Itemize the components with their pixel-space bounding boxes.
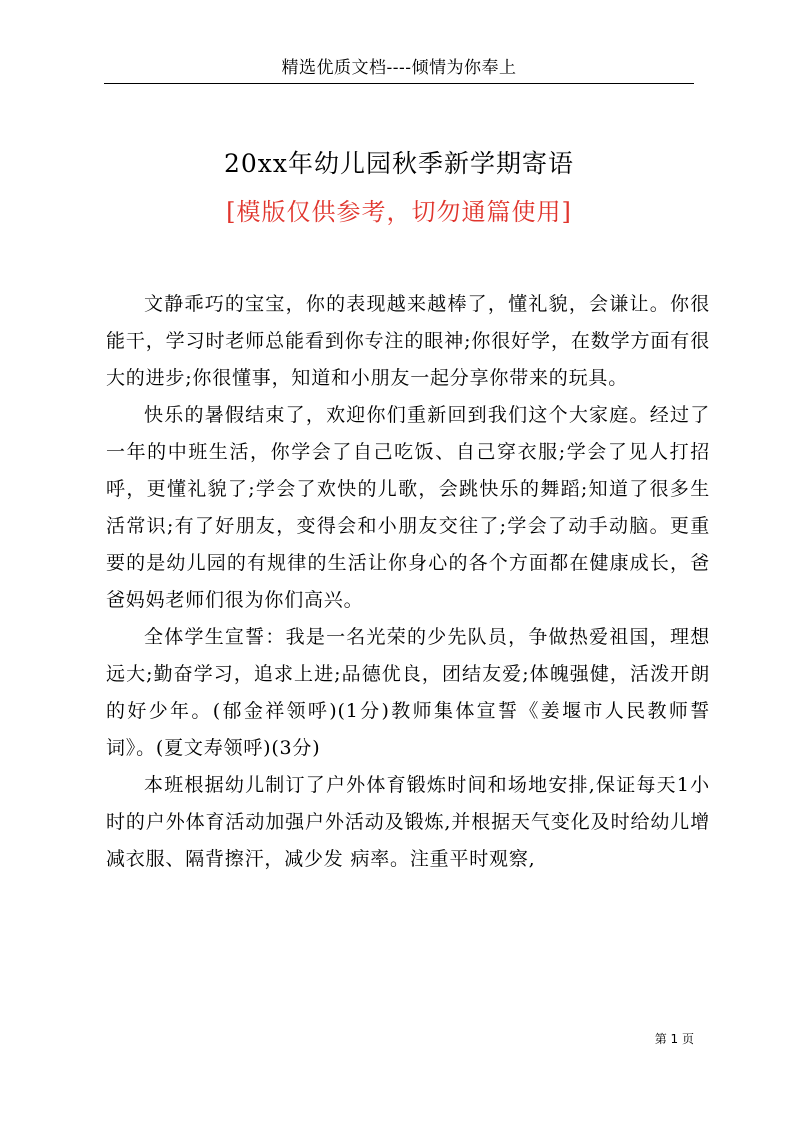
paragraph: 文静乖巧的宝宝，你的表现越来越棒了，懂礼貌，会谦让。你很能干，学习时老师总能看到你专注的眼神;你很好学，在数学方面有很大的进步;你很懂事，知道和小朋友一起分享你带来的玩具。 bbox=[106, 293, 710, 389]
paragraph: 快乐的暑假结束了，欢迎你们重新回到我们这个大家庭。经过了一年的中班生活，你学会了自己吃饭、自己穿衣服;学会了见人打招呼，更懂礼貌了;学会了欢快的儿歌，会跳快乐的舞蹈;知道了很多生活常识;有了好朋友，变得会和小朋友交往了;学会了动手动脑。更重要的是幼儿园的有规律的生活让你身心的各个方面都在健康成长，爸爸妈妈老师们很为你们高兴。 bbox=[106, 404, 710, 611]
page-number: 第 1 页 bbox=[654, 1032, 694, 1046]
document-title: 20xx年幼儿园秋季新学期寄语 bbox=[223, 149, 574, 178]
document-subtitle: [模版仅供参考，切勿通篇使用] bbox=[226, 198, 572, 226]
document-body bbox=[106, 286, 710, 878]
paragraph: 本班根据幼儿制订了户外体育锻炼时间和场地安排,保证每天1小时的户外体育活动加强户外活动及锻炼,并根据天气变化及时给幼儿增减衣服、隔背擦汗，减少发 病率。注重平时观察, bbox=[106, 774, 710, 870]
header-divider bbox=[104, 83, 694, 84]
paragraph: 全体学生宣誓：我是一名光荣的少先队员，争做热爱祖国，理想远大;勤奋学习，追求上进;品德优良，团结友爱;体魄强健，活泼开朗的好少年。(郁金祥领呼)(1分)教师集体宣誓《姜堰市人民教师誓词》。(夏文寿领呼)(3分) bbox=[106, 626, 710, 759]
page-header: 精选优质文档----倾情为你奉上 bbox=[281, 58, 517, 78]
